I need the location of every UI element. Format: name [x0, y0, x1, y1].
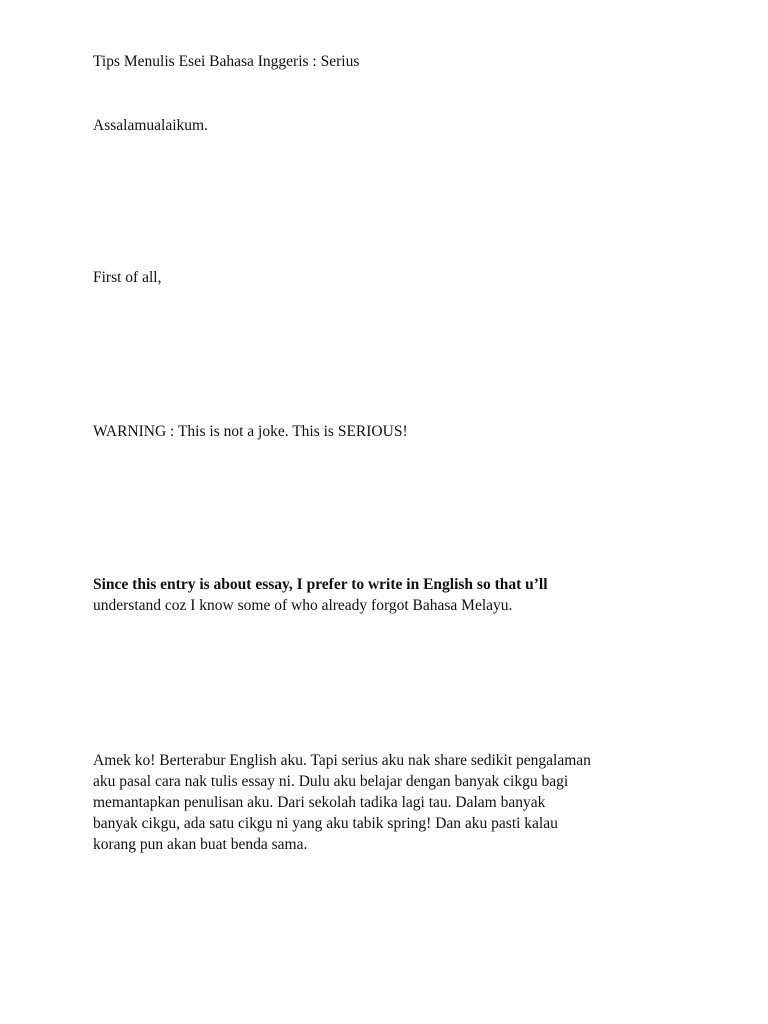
- first-of-all-text: First of all,: [93, 269, 162, 286]
- paragraph-line: Amek ko! Berterabur English aku. Tapi serius aku nak share sedikit pengalaman: [93, 752, 591, 769]
- paragraph-line: Since this entry is about essay, I prefer to write in English so that u’ll: [93, 576, 548, 593]
- document-title: Tips Menulis Esei Bahasa Inggeris : Serius: [93, 53, 360, 70]
- paragraph-experience: [93, 750, 591, 855]
- paragraph-line: banyak cikgu, ada satu cikgu ni yang aku tabik spring! Dan aku pasti kalau: [93, 815, 558, 832]
- paragraph-line: aku pasal cara nak tulis essay ni. Dulu aku belajar dengan banyak cikgu bagi: [93, 773, 569, 790]
- paragraph-line: understand coz I know some of who already forgot Bahasa Melayu.: [93, 597, 513, 614]
- warning-text: WARNING : This is not a joke. This is SERIOUS!: [93, 423, 408, 440]
- greeting-text: Assalamualaikum.: [93, 117, 208, 134]
- paragraph-essay-language: [93, 574, 548, 616]
- paragraph-line: korang pun akan buat benda sama.: [93, 836, 308, 853]
- paragraph-line: memantapkan penulisan aku. Dari sekolah tadika lagi tau. Dalam banyak: [93, 794, 546, 811]
